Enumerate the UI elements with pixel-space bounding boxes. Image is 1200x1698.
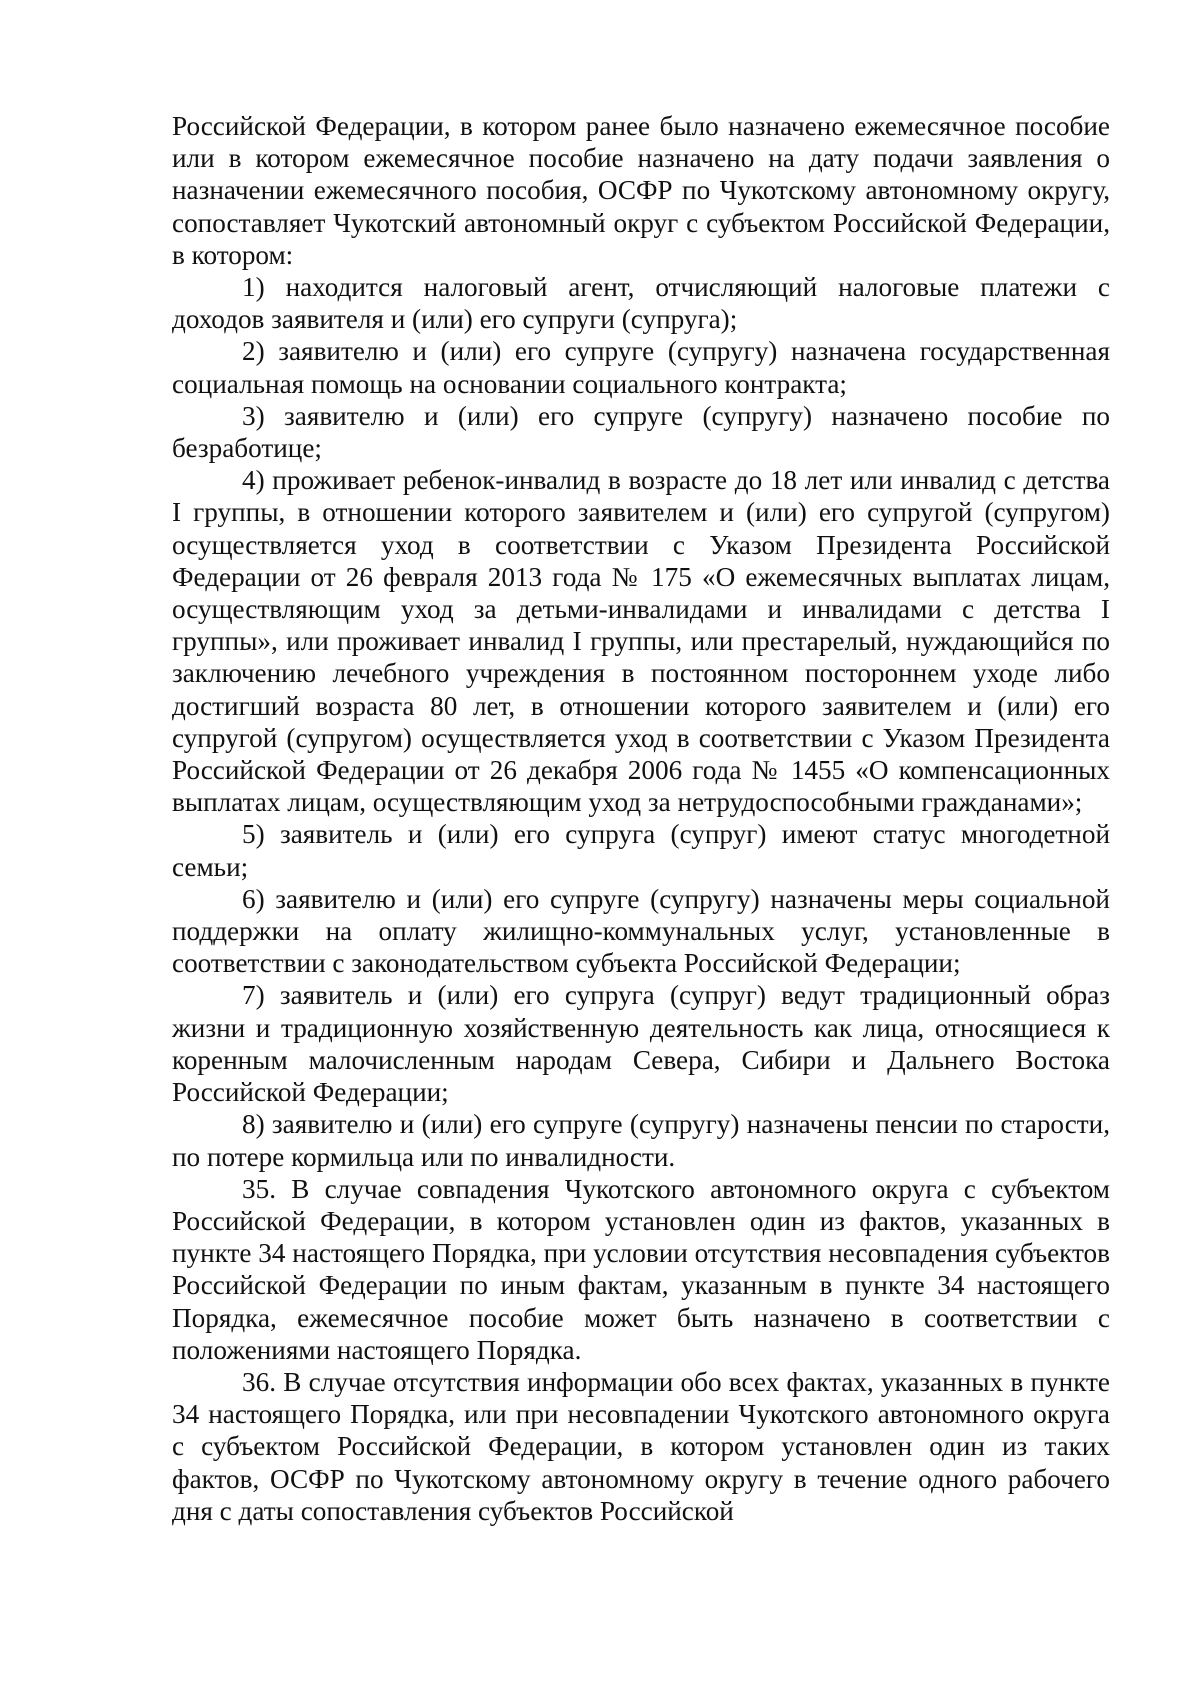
paragraph-point-35: 35. В случае совпадения Чукотского автономного округа с субъектом Российской Федерации, в котором установлен один из фактов, указанных в пункте 34 настоящего Порядка, при условии отсутствия несовпадения субъектов Российской Федерации по иным фактам, указанным в пункте 34 настоящего Порядка, ежемесячное пособие может быть назначено в соответствии с положениями настоящего Порядка.: [172, 1173, 1110, 1365]
paragraph-item-5: 5) заявитель и (или) его супруга (супруг) имеют статус многодетной семьи;: [172, 819, 1110, 882]
paragraph-item-3: 3) заявителю и (или) его супруге (супругу) назначено пособие по безработице;: [172, 400, 1110, 464]
paragraph-item-6: 6) заявителю и (или) его супруге (супругу) назначены меры социальной поддержки на оплату жилищно-коммунальных услуг, установленные в соответствии с законодательством субъекта Российской Федерации;: [172, 883, 1110, 979]
paragraph-point-36: 36. В случае отсутствия информации обо всех фактах, указанных в пункте 34 настоящего Порядка, или при несовпадении Чукотского автономного округа с субъектом Российской Федерации, в котором установлен один из таких фактов, ОСФР по Чукотскому автономному округу в течение одного рабочего дня с даты сопоставления субъектов Российской: [172, 1366, 1110, 1526]
paragraph-intro: Российской Федерации, в котором ранее было назначено ежемесячное пособие или в котором ежемесячное пособие назначено на дату подачи заявления о назначении ежемесячного пособия, ОСФР по Чукотскому автономному округу, сопоставляет Чукотский автономный округ с субъектом Российской Федерации, в котором:: [172, 111, 1110, 270]
document-body: [172, 110, 1110, 1527]
paragraph-item-1: 1) находится налоговый агент, отчисляющий налоговые платежи с доходов заявителя и (или) его супруги (супруга);: [172, 272, 1110, 335]
paragraph-item-8: 8) заявителю и (или) его супруге (супругу) назначены пенсии по старости, по потере кормильца или по инвалидности.: [172, 1109, 1110, 1172]
paragraph-item-7: 7) заявитель и (или) его супруга (супруг) ведут традиционный образ жизни и традиционную хозяйственную деятельность как лица, относящиеся к коренным малочисленным народам Севера, Сибири и Дальнего Востока Российской Федерации;: [172, 980, 1110, 1108]
paragraph-item-4: 4) проживает ребенок-инвалид в возрасте до 18 лет или инвалид с детства I группы, в отношении которого заявителем и (или) его супругой (супругом) осуществляется уход в соответствии с Указом Президента Российской Федерации от 26 февраля 2013 года № 175 «О ежемесячных выплатах лицам, осуществляющим уход за детьми-инвалидами и инвалидами с детства I группы», или проживает инвалид I группы, или престарелый, нуждающийся по заключению лечебного учреждения в постоянном постороннем уходе либо достигший возраста 80 лет, в отношении которого заявителем и (или) его супругой (супругом) осуществляется уход в соответствии с Указом Президента Российской Федерации от 26 декабря 2006 года № 1455 «О компенсационных выплатах лицам, осуществляющим уход за нетрудоспособными гражданами»;: [172, 465, 1110, 818]
paragraph-item-2: 2) заявителю и (или) его супруге (супругу) назначена государственная социальная помощь на основании социального контракта;: [172, 336, 1110, 399]
